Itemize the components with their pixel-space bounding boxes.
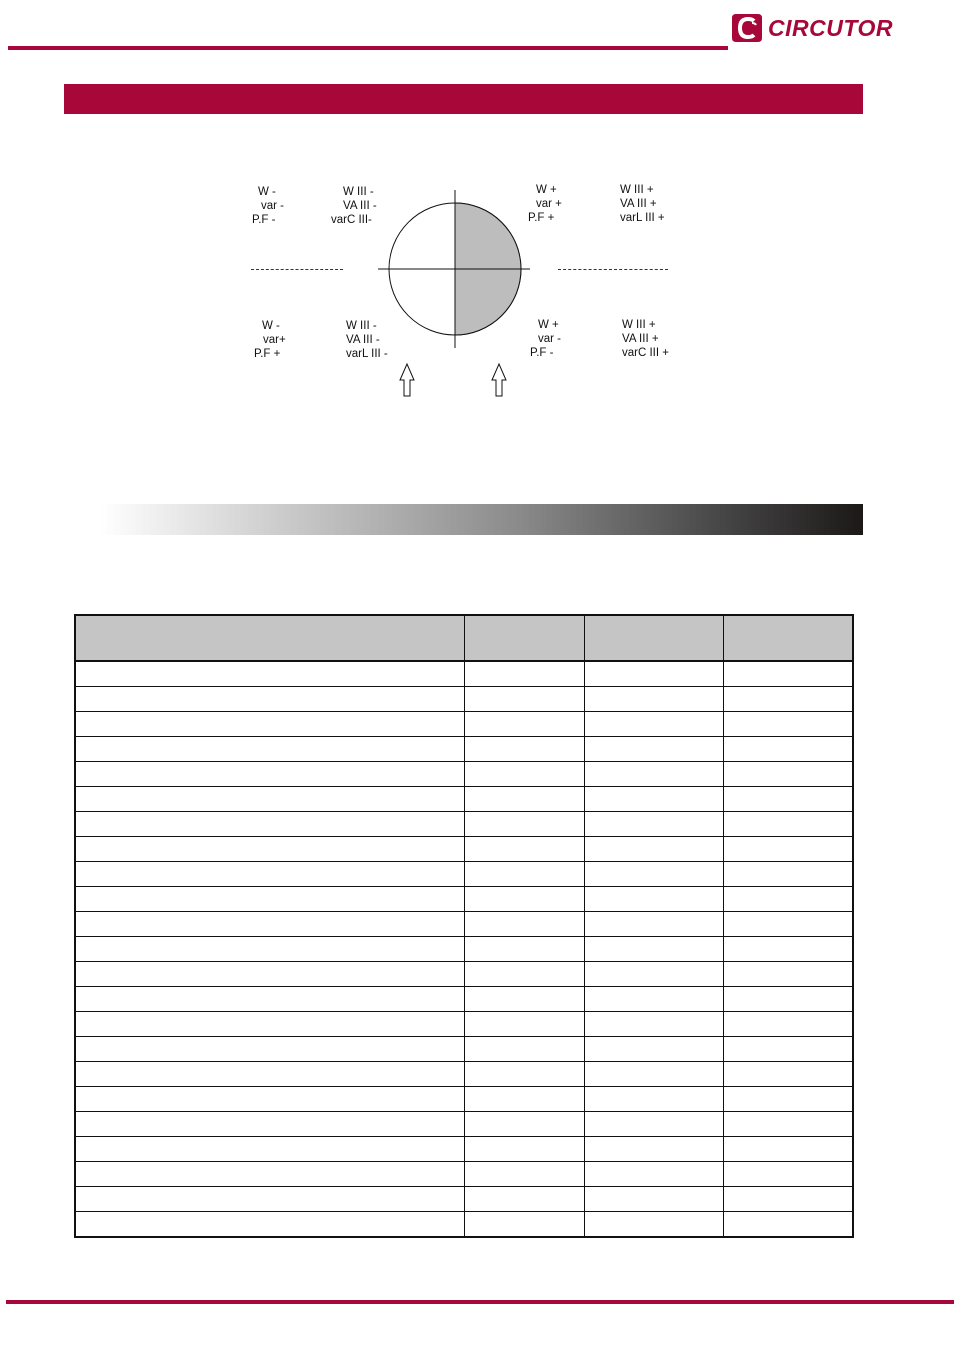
table-cell	[723, 812, 853, 837]
table-row	[75, 1112, 853, 1137]
table-cell	[585, 862, 724, 887]
table-cell	[723, 712, 853, 737]
table-cell	[75, 962, 465, 987]
table-row	[75, 737, 853, 762]
table-row	[75, 912, 853, 937]
table-cell	[723, 1087, 853, 1112]
label-bl-inner-1: W III -	[346, 320, 377, 332]
table-row	[75, 937, 853, 962]
table-cell	[585, 762, 724, 787]
table-row	[75, 712, 853, 737]
table-cell	[465, 887, 585, 912]
table-row	[75, 1062, 853, 1087]
table-cell	[75, 1062, 465, 1087]
table-row	[75, 887, 853, 912]
label-tr-inner-3: P.F +	[528, 212, 555, 224]
table-cell	[585, 1212, 724, 1238]
table-cell	[585, 1162, 724, 1187]
table-body	[75, 661, 853, 1237]
power-quadrant-diagram	[0, 0, 954, 420]
label-bl-outer-3: P.F +	[254, 348, 281, 360]
label-bl-inner-2: VA III -	[346, 334, 380, 346]
label-br-outer-2: VA III +	[622, 333, 659, 345]
label-tl-outer-1: W -	[258, 186, 276, 198]
table-cell	[75, 912, 465, 937]
table-cell	[75, 1112, 465, 1137]
table-cell	[75, 1087, 465, 1112]
label-tr-inner-2: var +	[536, 198, 562, 210]
table-row	[75, 812, 853, 837]
table-row	[75, 1187, 853, 1212]
section-gradient-bar	[100, 504, 863, 535]
label-bl-outer-2: var+	[263, 334, 286, 346]
table-cell	[723, 1012, 853, 1037]
table-header-row	[75, 615, 853, 661]
footer-rule	[6, 1300, 954, 1304]
table-cell	[75, 1037, 465, 1062]
table-cell	[465, 862, 585, 887]
table-cell	[465, 1212, 585, 1238]
table-cell	[465, 762, 585, 787]
table-cell	[723, 837, 853, 862]
table-cell	[585, 1012, 724, 1037]
table-cell	[585, 887, 724, 912]
table-cell	[465, 837, 585, 862]
table-cell	[465, 1062, 585, 1087]
table-cell	[465, 912, 585, 937]
table-row	[75, 1162, 853, 1187]
table-cell	[723, 1112, 853, 1137]
table-cell	[465, 1037, 585, 1062]
table-cell	[465, 687, 585, 712]
table-row	[75, 762, 853, 787]
table-cell	[585, 912, 724, 937]
table-cell	[465, 1112, 585, 1137]
table-row	[75, 1212, 853, 1238]
label-br-outer-1: W III +	[622, 319, 656, 331]
table-cell	[585, 812, 724, 837]
table-cell	[75, 687, 465, 712]
table-cell	[465, 737, 585, 762]
table-row	[75, 1037, 853, 1062]
logo-text: CIRCUTOR	[768, 15, 893, 41]
table-cell	[75, 762, 465, 787]
table-cell	[75, 737, 465, 762]
table-cell	[723, 862, 853, 887]
table-cell	[723, 912, 853, 937]
table-cell	[75, 1137, 465, 1162]
table-cell	[75, 987, 465, 1012]
label-br-inner-2: var -	[538, 333, 561, 345]
table-cell	[75, 712, 465, 737]
table-cell	[723, 787, 853, 812]
table-cell	[723, 1137, 853, 1162]
table-row	[75, 987, 853, 1012]
table-row	[75, 1087, 853, 1112]
table-cell	[723, 1037, 853, 1062]
label-tl-inner-3: varC III-	[331, 214, 372, 226]
table-cell	[723, 737, 853, 762]
table-cell	[723, 1212, 853, 1238]
table-cell	[465, 1012, 585, 1037]
table-row	[75, 962, 853, 987]
table-row	[75, 837, 853, 862]
table-cell	[585, 962, 724, 987]
table-row	[75, 1012, 853, 1037]
axis-dash-right	[558, 269, 668, 270]
table-cell	[585, 1062, 724, 1087]
table-cell	[585, 1087, 724, 1112]
label-tl-inner-2: VA III -	[343, 200, 377, 212]
table-row	[75, 687, 853, 712]
label-bl-inner-3: varL III -	[346, 348, 388, 360]
table-cell	[585, 661, 724, 687]
table-cell	[723, 1187, 853, 1212]
table-cell	[75, 812, 465, 837]
table-cell	[723, 937, 853, 962]
table-cell	[465, 712, 585, 737]
table-cell	[465, 987, 585, 1012]
table-cell	[723, 987, 853, 1012]
table-cell	[465, 1162, 585, 1187]
label-bl-outer-1: W -	[262, 320, 280, 332]
table-header-cell	[585, 615, 724, 661]
table-cell	[723, 887, 853, 912]
table-cell	[75, 1162, 465, 1187]
axis-dash-left	[251, 269, 343, 270]
label-tl-outer-3: P.F -	[252, 214, 276, 226]
table-cell	[585, 787, 724, 812]
label-br-inner-1: W +	[538, 319, 559, 331]
table-cell	[75, 1212, 465, 1238]
table-cell	[585, 987, 724, 1012]
label-tr-outer-2: VA III +	[620, 198, 657, 210]
up-arrow-icon	[0, 0, 954, 420]
table-cell	[75, 1012, 465, 1037]
table-cell	[585, 1112, 724, 1137]
table-cell	[75, 661, 465, 687]
label-tl-outer-2: var -	[261, 200, 284, 212]
label-br-outer-3: varC III +	[622, 347, 669, 359]
table-cell	[723, 762, 853, 787]
table-cell	[585, 687, 724, 712]
table-row	[75, 862, 853, 887]
table-cell	[585, 737, 724, 762]
table-cell	[465, 962, 585, 987]
table-cell	[465, 812, 585, 837]
parameter-table	[74, 614, 854, 1238]
label-tr-outer-1: W III +	[620, 184, 654, 196]
table-cell	[465, 787, 585, 812]
table-cell	[75, 937, 465, 962]
table-cell	[585, 1037, 724, 1062]
table-cell	[75, 862, 465, 887]
table-row	[75, 661, 853, 687]
table-cell	[723, 962, 853, 987]
table-cell	[723, 1062, 853, 1087]
label-tr-inner-1: W +	[536, 184, 557, 196]
table-cell	[465, 1087, 585, 1112]
table-header-cell	[75, 615, 465, 661]
table-cell	[75, 887, 465, 912]
table-cell	[585, 837, 724, 862]
table-cell	[585, 1187, 724, 1212]
table-cell	[723, 1162, 853, 1187]
table-cell	[465, 1187, 585, 1212]
table-cell	[585, 712, 724, 737]
table-cell	[75, 787, 465, 812]
table-cell	[723, 661, 853, 687]
table-cell	[465, 1137, 585, 1162]
table-cell	[465, 937, 585, 962]
label-tl-inner-1: W III -	[343, 186, 374, 198]
table-row	[75, 787, 853, 812]
table-cell	[75, 837, 465, 862]
table-cell	[465, 661, 585, 687]
table-cell	[75, 1187, 465, 1212]
label-br-inner-3: P.F -	[530, 347, 554, 359]
label-tr-outer-3: varL III +	[620, 212, 665, 224]
table-cell	[585, 1137, 724, 1162]
table-header-cell	[723, 615, 853, 661]
table-header-cell	[465, 615, 585, 661]
table-cell	[585, 937, 724, 962]
table-cell	[723, 687, 853, 712]
table-row	[75, 1137, 853, 1162]
